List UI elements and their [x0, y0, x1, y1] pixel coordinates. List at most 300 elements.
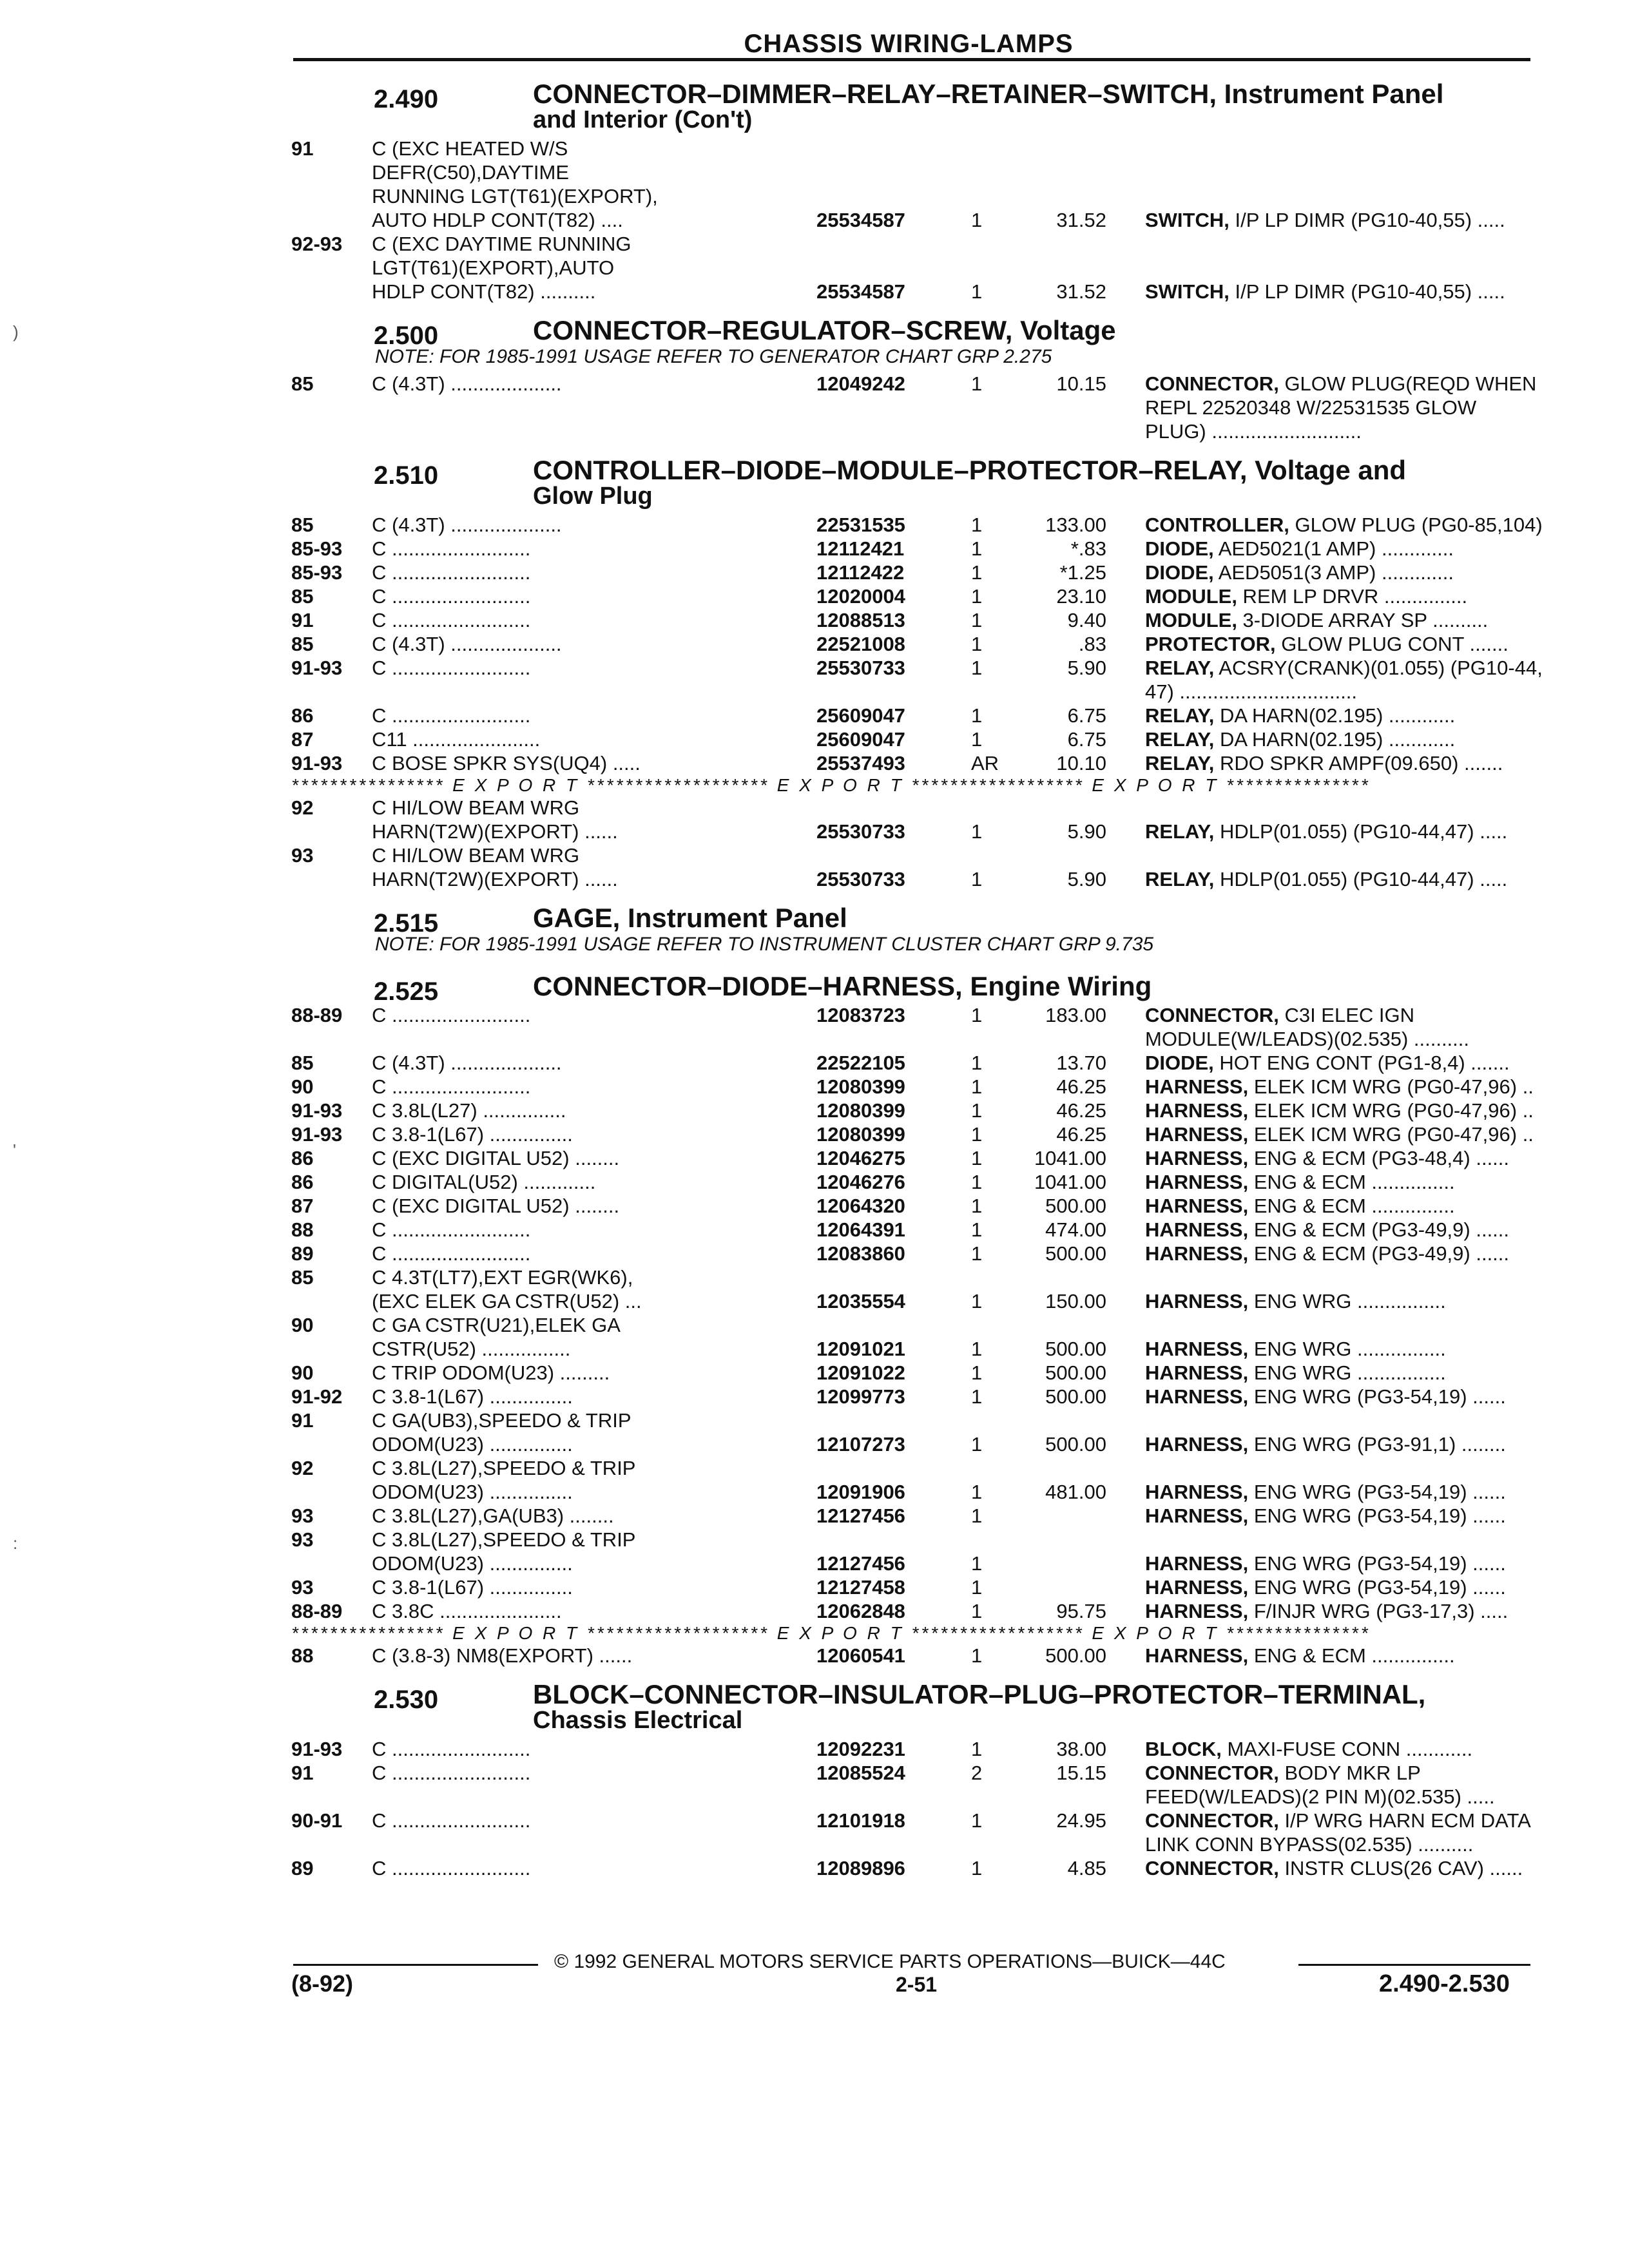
price: 23.10 — [1056, 585, 1106, 608]
model-year: 88 — [291, 1218, 314, 1241]
price: 13.70 — [1056, 1052, 1106, 1074]
row-line — [372, 537, 1535, 561]
usage-text: ODOM(U23) ............... — [372, 1552, 573, 1575]
usage-text: C ......................... — [372, 585, 531, 608]
row-line — [372, 1809, 1535, 1832]
row-line — [372, 1265, 1535, 1289]
description-text: INSTR CLUS(26 CAV) ...... — [1278, 1857, 1523, 1879]
model-year: 93 — [291, 1528, 314, 1551]
part-number: 12091021 — [816, 1338, 905, 1360]
quantity: 1 — [971, 209, 983, 231]
parts-catalog-content — [291, 76, 1543, 1880]
row-line — [372, 1361, 1535, 1385]
row-lines — [372, 1599, 1535, 1623]
quantity: 1 — [971, 868, 983, 890]
description-keyword: HARNESS, — [1145, 1195, 1249, 1217]
row-line — [372, 1528, 1535, 1552]
table-row — [291, 1075, 1535, 1099]
row-lines — [372, 513, 1543, 537]
description-text: 47) ................................ — [1145, 680, 1358, 703]
usage-text: C 3.8L(L27),GA(UB3) ........ — [372, 1504, 614, 1527]
row-line — [372, 1027, 1535, 1051]
price: 4.85 — [1067, 1857, 1106, 1879]
description-text: BODY MKR LP — [1278, 1762, 1421, 1784]
part-number: 12091022 — [816, 1361, 905, 1384]
row-line — [372, 1170, 1535, 1194]
margin-mark: ' — [13, 1140, 16, 1160]
row-line — [372, 256, 1535, 280]
part-number: 12046275 — [816, 1147, 905, 1169]
description — [1145, 1480, 1628, 1504]
row-line — [372, 656, 1543, 680]
description-text: REM LP DRVR ............... — [1237, 585, 1468, 608]
description-text: PLUG) ........................... — [1145, 420, 1362, 443]
section-title-line: CONNECTOR–DIODE–HARNESS, Engine Wiring — [533, 971, 1152, 1001]
row-line — [372, 1480, 1535, 1504]
usage-text: C (EXC DAYTIME RUNNING — [372, 233, 631, 255]
usage-text: C 3.8C ...................... — [372, 1600, 562, 1622]
usage-text: HARN(T2W)(EXPORT) ...... — [372, 868, 618, 890]
description-keyword: SWITCH, — [1145, 280, 1229, 303]
quantity: AR — [971, 752, 999, 774]
row-lines — [372, 1218, 1535, 1242]
description-text: RDO SPKR AMPF(09.650) ....... — [1214, 752, 1503, 774]
description-keyword: HARNESS, — [1145, 1123, 1249, 1146]
price: 95.75 — [1056, 1600, 1106, 1622]
part-number: 12083860 — [816, 1242, 905, 1265]
description-keyword: RELAY, — [1145, 820, 1215, 843]
row-line — [372, 1432, 1535, 1456]
part-number: 12101918 — [816, 1809, 905, 1832]
footer-rule-right — [1298, 1964, 1530, 1966]
row-lines — [372, 727, 1535, 751]
part-number: 12080399 — [816, 1075, 905, 1098]
model-year: 86 — [291, 1147, 314, 1169]
quantity: 1 — [971, 1433, 983, 1456]
part-number: 12080399 — [816, 1099, 905, 1122]
quantity: 1 — [971, 1338, 983, 1360]
row-line — [372, 584, 1535, 608]
description-text: AED5021(1 AMP) ............. — [1213, 537, 1454, 560]
description — [1145, 1809, 1628, 1832]
description — [1145, 608, 1628, 632]
usage-text: C ......................... — [372, 1857, 531, 1879]
description-text: ENG WRG (PG3-91,1) ........ — [1248, 1433, 1506, 1456]
price: 500.00 — [1045, 1361, 1106, 1384]
row-line — [372, 727, 1535, 751]
description-text: ENG & ECM (PG3-49,9) ...... — [1248, 1242, 1510, 1265]
description — [1145, 396, 1628, 419]
row-lines — [372, 372, 1535, 443]
table-row — [291, 232, 1535, 303]
table-row — [291, 1265, 1535, 1313]
description — [1145, 1575, 1628, 1599]
price: 6.75 — [1067, 704, 1106, 727]
row-lines — [372, 608, 1535, 632]
model-year: 85 — [291, 372, 314, 395]
description-keyword: RELAY, — [1145, 704, 1215, 727]
table-row — [291, 1146, 1535, 1170]
table-row — [291, 1051, 1535, 1075]
section-note: NOTE: FOR 1985-1991 USAGE REFER TO GENERATOR CHART GRP 2.275 — [375, 346, 1052, 367]
table-row — [291, 1218, 1535, 1242]
model-year: 85 — [291, 633, 314, 655]
description-text: ENG & ECM ............... — [1248, 1171, 1455, 1193]
quantity: 1 — [971, 537, 983, 560]
description — [1145, 1122, 1628, 1146]
part-number: 12127456 — [816, 1504, 905, 1527]
row-line — [372, 1504, 1535, 1528]
model-year: 88 — [291, 1644, 314, 1667]
row-line — [372, 419, 1535, 443]
section-title-line: CONNECTOR–REGULATOR–SCREW, Voltage — [533, 315, 1116, 345]
table-row — [291, 1575, 1535, 1599]
row-line — [372, 820, 1535, 843]
table-row — [291, 1194, 1535, 1218]
description-text: HDLP(01.055) (PG10-44,47) ..... — [1214, 868, 1508, 890]
quantity: 1 — [971, 728, 983, 751]
model-year: 88-89 — [291, 1600, 343, 1622]
price: 183.00 — [1045, 1004, 1106, 1026]
description — [1145, 704, 1628, 727]
section-title-line-2: and Interior (Con't) — [533, 106, 753, 133]
description-keyword: HARNESS, — [1145, 1075, 1249, 1098]
description-text: 3-DIODE ARRAY SP .......... — [1237, 609, 1489, 631]
section-number: 2.525 — [374, 977, 439, 1006]
description-text: LINK CONN BYPASS(02.535) .......... — [1145, 1833, 1474, 1856]
price: 500.00 — [1045, 1385, 1106, 1408]
table-row — [291, 1761, 1535, 1809]
table-row — [291, 632, 1535, 656]
row-line — [372, 867, 1535, 891]
description-text: ENG WRG ................ — [1248, 1290, 1446, 1312]
table-row — [291, 727, 1535, 751]
part-number: 12089896 — [816, 1857, 905, 1879]
description — [1145, 1599, 1628, 1623]
description — [1145, 1027, 1628, 1051]
quantity: 1 — [971, 1576, 983, 1599]
part-number: 25609047 — [816, 728, 905, 751]
price: 500.00 — [1045, 1195, 1106, 1217]
footer-page-number: 2-51 — [896, 1973, 938, 1996]
usage-text: HARN(T2W)(EXPORT) ...... — [372, 820, 618, 843]
description-keyword: HARNESS, — [1145, 1644, 1249, 1667]
section-header — [291, 1677, 1535, 1733]
description-keyword: BLOCK, — [1145, 1738, 1222, 1760]
model-year: 91-93 — [291, 1099, 343, 1122]
description-keyword: DIODE, — [1145, 537, 1214, 560]
model-year: 90 — [291, 1075, 314, 1098]
section-header — [291, 452, 1535, 509]
description-keyword: HARNESS, — [1145, 1147, 1249, 1169]
description-keyword: PROTECTOR, — [1145, 633, 1276, 655]
usage-text: RUNNING LGT(T61)(EXPORT), — [372, 185, 658, 207]
quantity: 1 — [971, 609, 983, 631]
row-lines — [372, 656, 1543, 704]
description-text: ENG WRG (PG3-54,19) ...... — [1248, 1576, 1506, 1599]
quantity: 1 — [971, 704, 983, 727]
description-text: ENG WRG (PG3-54,19) ...... — [1248, 1504, 1506, 1527]
row-line — [372, 1051, 1535, 1075]
usage-text: C ......................... — [372, 657, 531, 679]
description-keyword: HARNESS, — [1145, 1218, 1249, 1241]
model-year: 91-93 — [291, 752, 343, 774]
price: 31.52 — [1056, 280, 1106, 303]
quantity: 1 — [971, 1290, 983, 1312]
quantity: 1 — [971, 1644, 983, 1667]
description-text: AED5051(3 AMP) ............. — [1213, 561, 1454, 584]
quantity: 1 — [971, 1242, 983, 1265]
section-title-line: GAGE, Instrument Panel — [533, 903, 847, 933]
quantity: 1 — [971, 1552, 983, 1575]
description — [1145, 1051, 1628, 1075]
row-lines — [372, 843, 1535, 891]
table-row — [291, 1528, 1535, 1575]
row-line — [372, 1337, 1535, 1361]
model-year: 86 — [291, 704, 314, 727]
description — [1145, 513, 1628, 537]
row-lines — [372, 1809, 1535, 1856]
description-text: ENG WRG (PG3-54,19) ...... — [1248, 1385, 1506, 1408]
model-year: 85 — [291, 1266, 314, 1289]
description-text: DA HARN(02.195) ............ — [1214, 704, 1456, 727]
section-title — [533, 968, 1535, 999]
description-text: GLOW PLUG(REQD WHEN — [1278, 372, 1537, 395]
row-line — [372, 796, 1535, 820]
row-lines — [372, 1170, 1535, 1194]
row-line — [372, 1644, 1535, 1667]
price: 481.00 — [1045, 1481, 1106, 1503]
quantity: 2 — [971, 1762, 983, 1784]
model-year: 85-93 — [291, 561, 343, 584]
part-number: 12099773 — [816, 1385, 905, 1408]
row-line — [372, 561, 1535, 584]
row-lines — [372, 1385, 1535, 1408]
description-text: GLOW PLUG CONT ....... — [1275, 633, 1509, 655]
description — [1145, 1146, 1628, 1170]
row-lines — [372, 1051, 1535, 1075]
description-keyword: CONNECTOR, — [1145, 1857, 1279, 1879]
row-lines — [372, 751, 1535, 775]
description-keyword: RELAY, — [1145, 752, 1215, 774]
usage-text: ODOM(U23) ............... — [372, 1433, 573, 1456]
table-row — [291, 537, 1535, 561]
table-row — [291, 704, 1535, 727]
price: 5.90 — [1067, 657, 1106, 679]
price: 6.75 — [1067, 728, 1106, 751]
description-keyword: HARNESS, — [1145, 1361, 1249, 1384]
price: 500.00 — [1045, 1644, 1106, 1667]
quantity: 1 — [971, 1218, 983, 1241]
row-line — [372, 1146, 1535, 1170]
row-line — [372, 137, 1535, 160]
description-keyword: HARNESS, — [1145, 1242, 1249, 1265]
row-line — [372, 1552, 1535, 1575]
quantity: 1 — [971, 1195, 983, 1217]
model-year: 90 — [291, 1314, 314, 1336]
price: 31.52 — [1056, 209, 1106, 231]
part-number: 12083723 — [816, 1004, 905, 1026]
description — [1145, 820, 1628, 843]
description-text: ENG WRG (PG3-54,19) ...... — [1248, 1481, 1506, 1503]
description — [1145, 1170, 1628, 1194]
part-number: 12064391 — [816, 1218, 905, 1241]
description — [1145, 1337, 1628, 1361]
description-keyword: DIODE, — [1145, 1052, 1214, 1074]
usage-text: C ......................... — [372, 1762, 531, 1784]
usage-text: AUTO HDLP CONT(T82) .... — [372, 209, 623, 231]
price: *1.25 — [1059, 561, 1106, 584]
description — [1145, 1242, 1628, 1265]
quantity: 1 — [971, 1481, 983, 1503]
model-year: 92 — [291, 1457, 314, 1479]
description — [1145, 1099, 1628, 1122]
usage-text: C ......................... — [372, 609, 531, 631]
description-text: MAXI-FUSE CONN ............ — [1221, 1738, 1473, 1760]
description-text: DA HARN(02.195) ............ — [1214, 728, 1456, 751]
footer-date: (8-92) — [291, 1970, 354, 1997]
quantity: 1 — [971, 820, 983, 843]
description — [1145, 867, 1628, 891]
usage-text: CSTR(U52) ................ — [372, 1338, 571, 1360]
model-year: 91 — [291, 609, 314, 631]
description-keyword: HARNESS, — [1145, 1099, 1249, 1122]
usage-text: C DIGITAL(U52) ............. — [372, 1171, 596, 1193]
part-number: 12062848 — [816, 1600, 905, 1622]
usage-text: C TRIP ODOM(U23) ......... — [372, 1361, 610, 1384]
row-line — [372, 1289, 1535, 1313]
part-number: 22521008 — [816, 633, 905, 655]
table-row — [291, 584, 1535, 608]
part-number: 22531535 — [816, 514, 905, 536]
description-keyword: SWITCH, — [1145, 209, 1229, 231]
price: 10.15 — [1056, 372, 1106, 395]
description — [1145, 561, 1628, 584]
description — [1145, 208, 1628, 232]
row-lines — [372, 137, 1535, 232]
description-text: MODULE(W/LEADS)(02.535) .......... — [1145, 1028, 1470, 1050]
row-line — [372, 1575, 1535, 1599]
row-line — [372, 1408, 1535, 1432]
section-spacer — [291, 956, 1535, 959]
usage-text: C11 ....................... — [372, 728, 541, 751]
usage-text: C ......................... — [372, 1218, 531, 1241]
row-line — [372, 1099, 1535, 1122]
section-title-line-2: Glow Plug — [533, 483, 653, 510]
row-line — [372, 208, 1535, 232]
usage-text: C ......................... — [372, 1809, 531, 1832]
description-keyword: HARNESS, — [1145, 1171, 1249, 1193]
model-year: 92-93 — [291, 233, 343, 255]
part-number: 25609047 — [816, 704, 905, 727]
usage-text: C ......................... — [372, 537, 531, 560]
usage-text: C 3.8L(L27),SPEEDO & TRIP — [372, 1457, 636, 1479]
quantity: 1 — [971, 1075, 983, 1098]
usage-text: C 3.8L(L27),SPEEDO & TRIP — [372, 1528, 636, 1551]
price: 15.15 — [1056, 1762, 1106, 1784]
usage-text: C (3.8-3) NM8(EXPORT) ...... — [372, 1644, 633, 1667]
model-year: 90 — [291, 1361, 314, 1384]
quantity: 1 — [971, 372, 983, 395]
section-title — [533, 1677, 1535, 1733]
description — [1145, 656, 1628, 680]
model-year: 91 — [291, 1762, 314, 1784]
margin-mark: ) — [13, 322, 19, 341]
table-row — [291, 1170, 1535, 1194]
row-line — [372, 608, 1535, 632]
quantity: 1 — [971, 1600, 983, 1622]
part-number: 12127456 — [816, 1552, 905, 1575]
table-row — [291, 751, 1535, 775]
description — [1145, 1737, 1628, 1761]
row-line — [372, 184, 1535, 208]
row-lines — [372, 796, 1535, 843]
quantity: 1 — [971, 1147, 983, 1169]
table-row — [291, 1361, 1535, 1385]
row-lines — [372, 704, 1535, 727]
table-row — [291, 561, 1535, 584]
row-line — [372, 1075, 1535, 1099]
description-keyword: CONNECTOR, — [1145, 1762, 1279, 1784]
part-number: 12092231 — [816, 1738, 905, 1760]
row-lines — [372, 1644, 1535, 1667]
usage-text: C HI/LOW BEAM WRG — [372, 796, 580, 819]
page-header-title: CHASSIS WIRING-LAMPS — [744, 30, 1074, 58]
quantity: 1 — [971, 1052, 983, 1074]
quantity: 1 — [971, 585, 983, 608]
usage-text: C ......................... — [372, 704, 531, 727]
price: 5.90 — [1067, 820, 1106, 843]
usage-text: C GA(UB3),SPEEDO & TRIP — [372, 1409, 631, 1432]
table-row — [291, 1456, 1535, 1504]
table-row — [291, 608, 1535, 632]
description-keyword: HARNESS, — [1145, 1576, 1249, 1599]
part-number: 12020004 — [816, 585, 905, 608]
table-row — [291, 656, 1543, 704]
section-header — [291, 312, 1535, 350]
usage-text: C (EXC HEATED W/S — [372, 137, 568, 160]
row-line — [372, 1456, 1535, 1480]
table-row — [291, 1242, 1535, 1265]
description-text: C3I ELEC IGN — [1278, 1004, 1415, 1026]
description — [1145, 1361, 1628, 1385]
row-lines — [372, 1575, 1535, 1599]
usage-text: (EXC ELEK GA CSTR(U52) ... — [372, 1290, 642, 1312]
description-text: ENG & ECM ............... — [1248, 1195, 1455, 1217]
row-lines — [372, 1737, 1535, 1761]
section-title-line: CONTROLLER–DIODE–MODULE–PROTECTOR–RELAY, Voltage and — [533, 455, 1407, 485]
price: 46.25 — [1056, 1099, 1106, 1122]
table-row — [291, 137, 1535, 232]
price: 46.25 — [1056, 1075, 1106, 1098]
model-year: 91 — [291, 137, 314, 160]
description-text: ACSRY(CRANK)(01.055) (PG10-44, — [1214, 657, 1543, 679]
description-text: ENG & ECM ............... — [1248, 1644, 1455, 1667]
table-row — [291, 1408, 1535, 1456]
table-row — [291, 1809, 1535, 1856]
row-line — [372, 280, 1535, 303]
model-year: 93 — [291, 1504, 314, 1527]
margin-mark: : — [13, 1533, 18, 1553]
description-text: ENG WRG ................ — [1248, 1338, 1446, 1360]
usage-text: ODOM(U23) ............... — [372, 1481, 573, 1503]
section-title-line: BLOCK–CONNECTOR–INSULATOR–PLUG–PROTECTOR–TERMINAL, — [533, 1679, 1426, 1709]
description — [1145, 280, 1628, 303]
description — [1145, 372, 1628, 396]
part-number: 12035554 — [816, 1290, 905, 1312]
section-title — [533, 312, 1535, 343]
quantity: 1 — [971, 1099, 983, 1122]
